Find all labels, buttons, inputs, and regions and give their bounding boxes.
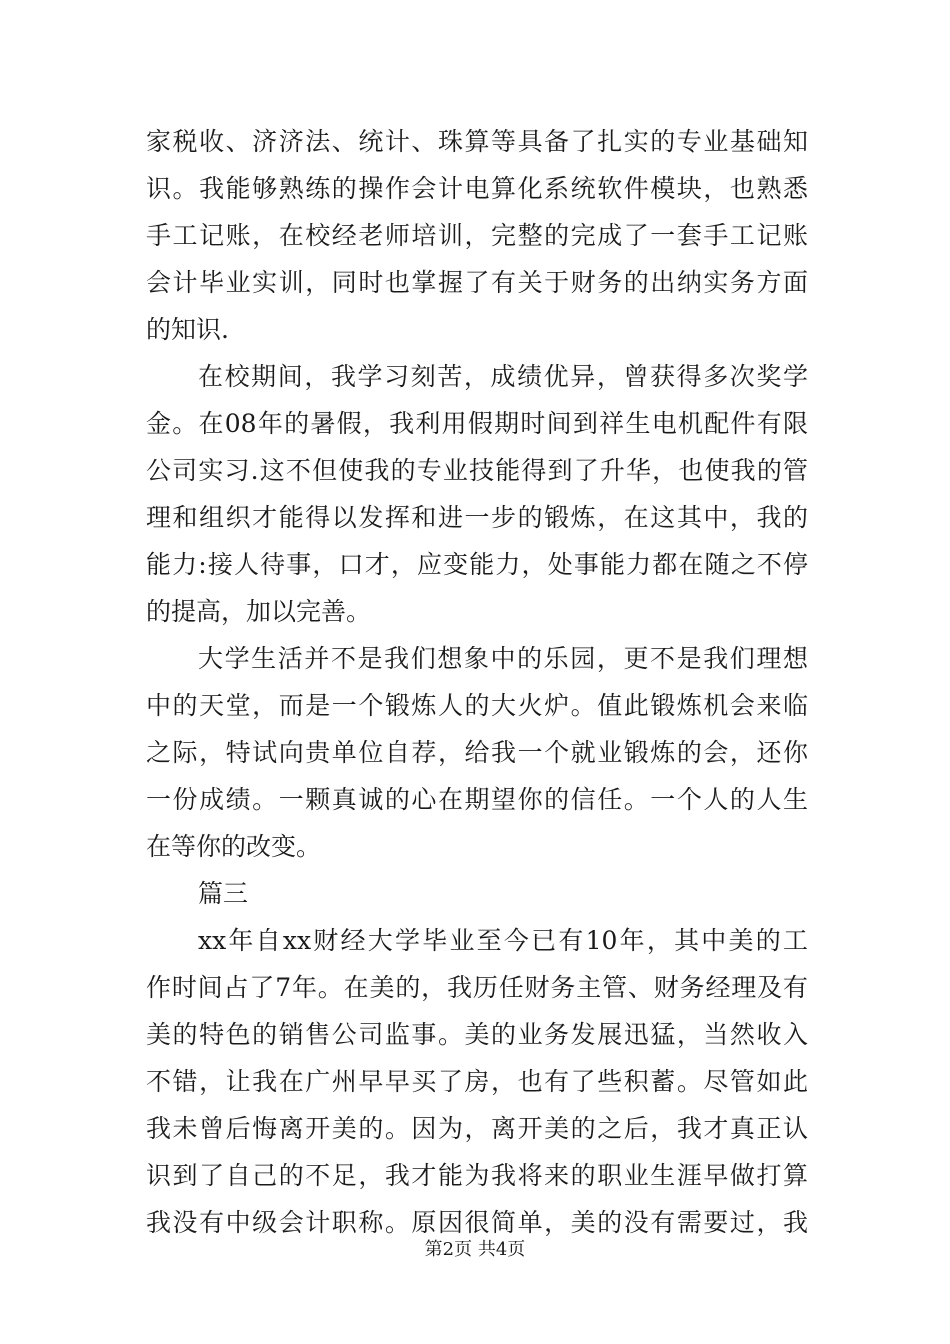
text-line: 公司实习.这不但使我的专业技能得到了升华，也使我的管 — [146, 456, 808, 485]
text-line: xx年自xx财经大学毕业至今已有10年，其中美的工 — [198, 926, 808, 955]
text-line: 家税收、济济法、统计、珠算等具备了扎实的专业基础知 — [146, 127, 808, 156]
text-line: 手工记账，在校经老师培训，完整的完成了一套手工记账 — [146, 221, 808, 250]
text-line: 我未曾后悔离开美的。因为，离开美的之后，我才真正认 — [146, 1114, 808, 1143]
text-line: 之际，特试向贵单位自荐，给我一个就业锻炼的会，还你 — [146, 738, 808, 767]
text-line: 识。我能够熟练的操作会计电算化系统软件模块，也熟悉 — [146, 174, 808, 203]
document-body — [146, 118, 808, 1246]
text-line: 识到了自己的不足，我才能为我将来的职业生涯早做打算 — [146, 1161, 808, 1190]
section-heading: 篇三 — [198, 879, 249, 908]
text-line: 理和组织才能得以发挥和进一步的锻炼，在这其中，我的 — [146, 503, 808, 532]
text-line: 中的天堂，而是一个锻炼人的大火炉。值此锻炼机会来临 — [146, 691, 808, 720]
text-line: 作时间占了7年。在美的，我历任财务主管、财务经理及有 — [146, 973, 808, 1002]
text-line: 的知识. — [146, 315, 229, 344]
text-line: 一份成绩。一颗真诚的心在期望你的信任。一个人的人生 — [146, 785, 808, 814]
text-line: 在等你的改变。 — [146, 832, 322, 861]
text-line: 金。在08年的暑假，我利用假期时间到祥生电机配件有限 — [146, 409, 808, 438]
text-line: 我没有中级会计职称。原因很简单，美的没有需要过，我 — [146, 1208, 808, 1237]
text-line: 能力:接人待事，口才，应变能力，处事能力都在随之不停 — [146, 550, 808, 579]
text-line: 美的特色的销售公司监事。美的业务发展迅猛，当然收入 — [146, 1020, 808, 1049]
text-line: 大学生活并不是我们想象中的乐园，更不是我们理想 — [198, 644, 808, 673]
text-line: 在校期间，我学习刻苦，成绩优异，曾获得多次奖学 — [198, 362, 808, 391]
page-footer: 第2页 共4页 — [424, 1239, 526, 1260]
text-line: 的提高，加以完善。 — [146, 597, 372, 626]
text-line: 不错，让我在广州早早买了房，也有了些积蓄。尽管如此 — [146, 1067, 808, 1096]
text-line: 会计毕业实训，同时也掌握了有关于财务的出纳实务方面 — [146, 268, 808, 297]
